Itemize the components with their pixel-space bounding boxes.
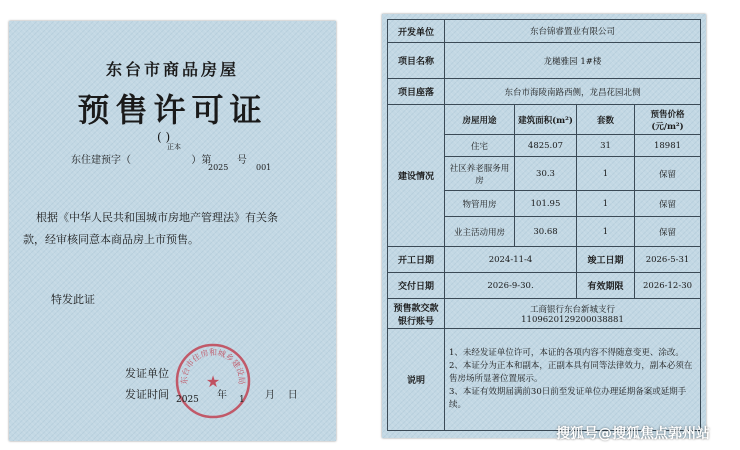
issue-month-char: 月 日 [265, 390, 298, 401]
row-units: 1 [577, 217, 635, 247]
project-location-row [388, 79, 701, 105]
row-price: 18981 [635, 135, 701, 157]
dates-row-1 [388, 247, 701, 273]
copy-type-label: 正本 [167, 143, 181, 151]
svg-text:★: ★ [205, 372, 221, 391]
issue-month: 1 [239, 395, 245, 405]
project-location-label: 项目座落 [388, 79, 445, 105]
bank-row [388, 299, 701, 329]
project-name-value: 龙樾雅园 1#楼 [445, 43, 701, 79]
copy-type-parentheses: ( ) [157, 130, 171, 144]
detail-table [387, 19, 701, 431]
valid-period-value: 2026-12-30 [635, 273, 701, 299]
construction-header-row [388, 105, 701, 135]
notes-row [388, 329, 701, 431]
permit-number-suffix: 号 [236, 155, 247, 166]
row-usage: 物管用房 [445, 191, 515, 217]
developer-label: 开发单位 [388, 20, 445, 43]
bank-value [445, 299, 701, 329]
project-name-row [388, 43, 701, 79]
row-units: 1 [577, 157, 635, 191]
permit-certificate-details [382, 14, 706, 438]
row-price: 保留 [635, 191, 701, 217]
completion-date-value: 2026-5-31 [635, 247, 701, 273]
issuer-label: 发证单位 [125, 367, 169, 380]
developer-row [388, 20, 701, 43]
column-header-usage: 房屋用途 [445, 105, 515, 135]
row-area: 4825.07 [515, 135, 577, 157]
permit-number-prefix: 东住建预字（ [71, 155, 131, 166]
completion-date-label: 竣工日期 [577, 247, 635, 273]
permit-number-mid: ）第 [191, 155, 212, 166]
certificate-city-title: 东台市商品房屋 [105, 60, 239, 79]
notes-label: 说明 [388, 329, 445, 431]
watermark-text: 搜狐号@搜狐焦点郭州站 [556, 426, 710, 442]
permit-number-year: 2025 [208, 163, 229, 172]
delivery-date-label: 交付日期 [388, 273, 445, 299]
issue-date-label: 发证时间 [125, 388, 169, 401]
certificate-main-title: 预售许可证 [77, 91, 268, 129]
note-item: 1、未经发证单位许可，本证的各项内容不得随意变更、涂改。 [449, 348, 684, 358]
project-name-label: 项目名称 [388, 43, 445, 79]
permit-certificate-front [9, 21, 336, 441]
svg-text:东台市住房和城乡建设局: 东台市住房和城乡建设局 [179, 348, 247, 385]
row-area: 30.68 [515, 217, 577, 247]
project-location-value: 东台市海陵南路西侧，龙昌花园北侧 [445, 79, 701, 105]
bank-label: 预售款交款银行账号 [388, 299, 445, 329]
column-header-units: 套数 [577, 105, 635, 135]
row-price: 保留 [635, 157, 701, 191]
note-item: 3、本证有效期届满前30日前至发证单位办理延期备案或延期手续。 [449, 387, 687, 410]
column-header-area: 建筑面积(m²) [515, 105, 577, 135]
issue-year-char: 年 [217, 390, 227, 401]
official-seal [173, 341, 253, 421]
issue-year: 2025 [176, 395, 199, 405]
bank-account: 1109620129200038881 [521, 314, 624, 325]
special-issue-text: 特发此证 [51, 293, 95, 306]
certificate-body-line-2: 款，经审核同意本商品房上市预售。 [23, 233, 199, 246]
row-usage: 住宅 [445, 135, 515, 157]
note-item: 2、本证分为正本和副本，正副本具有同等法律效力，副本必须在售房场所显著位置展示。 [449, 361, 693, 384]
row-units: 31 [577, 135, 635, 157]
construction-label: 建设情况 [388, 105, 445, 247]
start-date-label: 开工日期 [388, 247, 445, 273]
row-usage: 业主活动用房 [445, 217, 515, 247]
developer-value: 东台锦睿置业有限公司 [445, 20, 701, 43]
dates-row-2 [388, 273, 701, 299]
bank-name: 工商银行东台新城支行 [530, 304, 616, 315]
column-header-price: 预售价格(元/m²) [635, 105, 701, 135]
certificate-body-line-1: 根据《中华人民共和国城市房地产管理法》有关条 [36, 211, 278, 224]
permit-number-value: 001 [256, 163, 272, 172]
delivery-date-value: 2026-9-30. [445, 273, 577, 299]
row-price: 保留 [635, 217, 701, 247]
notes-content [445, 329, 701, 431]
start-date-value: 2024-11-4 [445, 247, 577, 273]
row-area: 30.3 [515, 157, 577, 191]
row-units: 1 [577, 191, 635, 217]
valid-period-label: 有效期限 [577, 273, 635, 299]
row-area: 101.95 [515, 191, 577, 217]
row-usage: 社区养老服务用房 [445, 157, 515, 191]
